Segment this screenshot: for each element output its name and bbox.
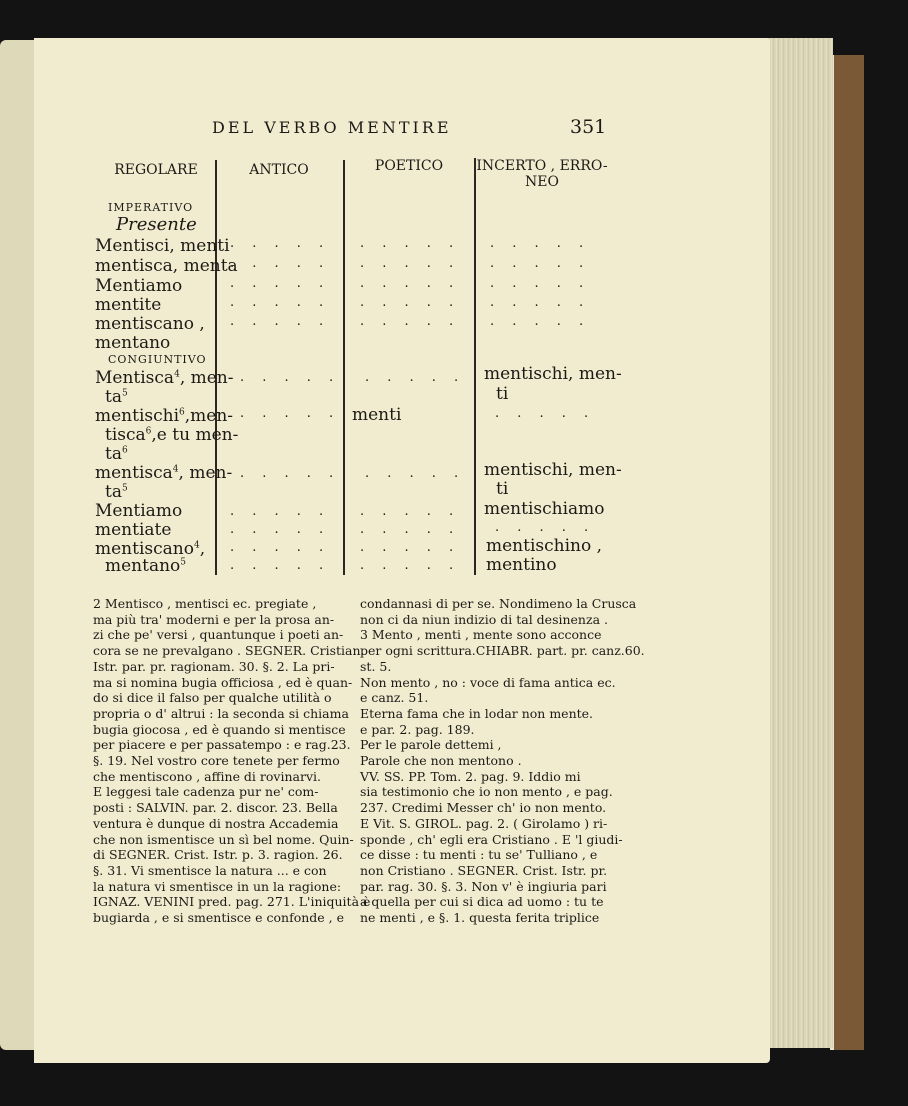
- dot-leader: . . . . .: [490, 295, 591, 310]
- note-line: zi che pe' versi , quantunque i poeti an-: [93, 627, 344, 643]
- note-line: do si dice il falso per qualche utilità o: [93, 690, 332, 706]
- dot-leader: . . . . .: [230, 276, 331, 291]
- form-row-cont: $ta^5$: [105, 482, 128, 502]
- note-line: e par. 2. pag. 189.: [360, 721, 475, 737]
- note-line: cora se ne prevalgano . SEGNER. Cristian.: [93, 643, 365, 659]
- form-row-cont: $ta^6$: [105, 444, 128, 464]
- header-incerto-line1: INCERTO , ERRO-: [476, 158, 608, 174]
- note-line: non Cristiano . SEGNER. Crist. Istr. pr.: [360, 862, 608, 878]
- dot-leader: . . . . .: [360, 236, 461, 251]
- page-block-edge: [765, 38, 833, 1048]
- note-line: 2 Mentisco , mentisci ec. pregiate ,: [93, 596, 317, 611]
- form-row: mentano: [95, 333, 171, 353]
- dot-leader: . . . . .: [360, 540, 461, 555]
- note-line: ma si nomina bugia officiosa , ed è quan-: [93, 674, 353, 690]
- cell-incerto: mentischi, men-: [484, 364, 622, 384]
- notes-right-column: [360, 596, 645, 926]
- dot-leader: . . . . .: [495, 520, 596, 535]
- dot-leader: . . . . .: [490, 314, 591, 329]
- dot-leader: . . . . .: [490, 276, 591, 291]
- cell-incerto: ti: [496, 479, 509, 499]
- dot-leader: . . . . .: [360, 295, 461, 310]
- form-row-cont: $ta^5$: [105, 387, 128, 407]
- header-regolare: REGOLARE: [114, 162, 198, 178]
- dot-leader: . . . . .: [230, 256, 331, 271]
- header-antico: ANTICO: [249, 162, 309, 178]
- running-head: DEL VERBO MENTIRE: [212, 118, 452, 137]
- column-rule-3: [474, 158, 476, 575]
- form-row: mentiate: [95, 520, 172, 540]
- dot-leader: . . . . .: [230, 314, 331, 329]
- note-line: 3 Mento , menti , mente sono acconce: [360, 627, 602, 643]
- note-line: bugiarda , e si smentisce e confonde , e: [93, 910, 345, 926]
- note-line: che non ismentisce un sì bel nome. Quin-: [93, 831, 354, 847]
- form-row: mentisca, menta: [95, 256, 238, 276]
- note-line: §. 31. Vi smentisce la natura ... e con: [93, 862, 327, 878]
- dot-leader: . . . . .: [490, 236, 591, 251]
- cell-incerto: mentischino ,: [486, 536, 603, 556]
- tense-presente: Presente: [116, 214, 197, 235]
- cell-incerto: mentischi, men-: [484, 460, 622, 480]
- note-line: ne menti , e §. 1. questa ferita triplice: [360, 910, 600, 926]
- header-poetico: POETICO: [374, 158, 444, 174]
- note-line: propria o d' altrui : la seconda si chiama: [93, 705, 349, 721]
- dot-leader: . . . . .: [240, 406, 341, 421]
- dot-leader: . . . . .: [230, 295, 331, 310]
- mood-congiuntivo: CONGIUNTIVO: [108, 353, 207, 366]
- mood-imperativo: IMPERATIVO: [108, 201, 194, 214]
- dot-leader: . . . . .: [240, 466, 341, 481]
- form-row: mentischi$^6$,men-: [95, 406, 234, 426]
- note-line: ce disse : tu menti : tu se' Tulliano , e: [360, 847, 598, 863]
- note-line: non ci da niun indizio di tal desinenza .: [360, 611, 608, 627]
- note-line: E leggesi tale cadenza pur ne' com-: [93, 784, 319, 800]
- dot-leader: . . . . .: [230, 236, 331, 251]
- dot-leader: . . . . .: [360, 558, 461, 573]
- dot-leader: . . . . .: [360, 276, 461, 291]
- note-line: ma più tra' moderni e per la prosa an-: [93, 611, 335, 627]
- cell-incerto: mentino: [486, 555, 557, 575]
- form-row: mentite: [95, 295, 162, 315]
- dot-leader: . . . . .: [360, 522, 461, 537]
- form-row: mentiscano ,: [95, 314, 205, 334]
- form-row: Mentisci, menti: [95, 236, 230, 256]
- note-line: per ogni scrittura.CHIABR. part. pr. canz.60.: [360, 643, 645, 659]
- note-line: IGNAZ. VENINI pred. pag. 271. L'iniquità è: [93, 894, 371, 910]
- dot-leader: . . . . .: [360, 314, 461, 329]
- cell-poetico: menti: [352, 405, 402, 425]
- note-line: Eterna fama che in lodar non mente.: [360, 705, 594, 721]
- dot-leader: . . . . .: [230, 540, 331, 555]
- page-number: 351: [570, 116, 607, 138]
- dot-leader: . . . . .: [230, 522, 331, 537]
- facing-page-edge: [0, 40, 36, 1050]
- note-line: E Vit. S. GIROL. pag. 2. ( Girolamo ) ri-: [360, 815, 608, 831]
- note-line: VV. SS. PP. Tom. 2. pag. 9. Iddio mi: [360, 768, 581, 784]
- form-row: Mentiamo: [95, 276, 183, 296]
- note-line: condannasi di per se. Nondimeno la Crusca: [360, 596, 637, 611]
- note-line: 237. Credimi Messer ch' io non mento.: [360, 800, 607, 816]
- dot-leader: . . . . .: [230, 558, 331, 573]
- header-incerto-line2: NEO: [525, 174, 559, 190]
- note-line: ventura è dunque di nostra Accademia: [93, 815, 339, 831]
- form-row: mentano$^5$: [105, 556, 187, 576]
- note-line: bugia giocosa , ed è quando si mentisce: [93, 721, 346, 737]
- note-line: §. 19. Nel vostro core tenete per fermo: [93, 753, 340, 769]
- note-line: Per le parole dettemi ,: [360, 737, 502, 753]
- dot-leader: . . . . .: [365, 466, 466, 481]
- note-line: la natura vi smentisce in un la ragione:: [93, 878, 342, 894]
- cell-incerto: mentischiamo: [484, 499, 605, 519]
- notes-left-column: [93, 596, 371, 926]
- note-line: par. rag. 30. §. 3. Non v' è ingiuria pari: [360, 878, 607, 894]
- note-line: e canz. 51.: [360, 690, 429, 706]
- dot-leader: . . . . .: [240, 370, 341, 385]
- note-line: di SEGNER. Crist. Istr. p. 3. ragion. 26.: [93, 847, 343, 863]
- note-line: per piacere e per passatempo : e rag.23.: [93, 737, 351, 753]
- note-line: a quella per cui si dica ad uomo : tu te: [360, 894, 604, 910]
- dot-leader: . . . . .: [230, 504, 331, 519]
- form-row: mentisca$^4$, men-: [95, 463, 233, 483]
- dot-leader: . . . . .: [365, 370, 466, 385]
- note-line: Parole che non mentono .: [360, 753, 522, 769]
- note-line: sia testimonio che io non mento , e pag.: [360, 784, 613, 800]
- form-row: Mentisca$^4$, men-: [95, 368, 234, 388]
- dot-leader: . . . . .: [490, 256, 591, 271]
- note-line: Non mento , no : voce di fama antica ec.: [360, 674, 616, 690]
- dot-leader: . . . . .: [360, 256, 461, 271]
- form-row: Mentiamo: [95, 501, 183, 521]
- column-rule-2: [343, 160, 345, 575]
- cell-incerto: ti: [496, 384, 509, 404]
- book-cover-edge: [830, 55, 864, 1050]
- form-row-cont: tisca$^6$,e tu men-: [105, 425, 239, 445]
- note-line: sponde , ch' egli era Cristiano . E 'l giudi-: [360, 831, 623, 847]
- form-row: mentiscano$^4$,: [95, 539, 206, 559]
- dot-leader: . . . . .: [495, 406, 596, 421]
- note-line: Istr. par. pr. ragionam. 30. §. 2. La pri-: [93, 658, 335, 674]
- note-line: st. 5.: [360, 658, 392, 674]
- note-line: posti : SALVIN. par. 2. discor. 23. Bella: [93, 800, 338, 816]
- note-line: che mentiscono , affine di rovinarvi.: [93, 768, 321, 784]
- dot-leader: . . . . .: [360, 504, 461, 519]
